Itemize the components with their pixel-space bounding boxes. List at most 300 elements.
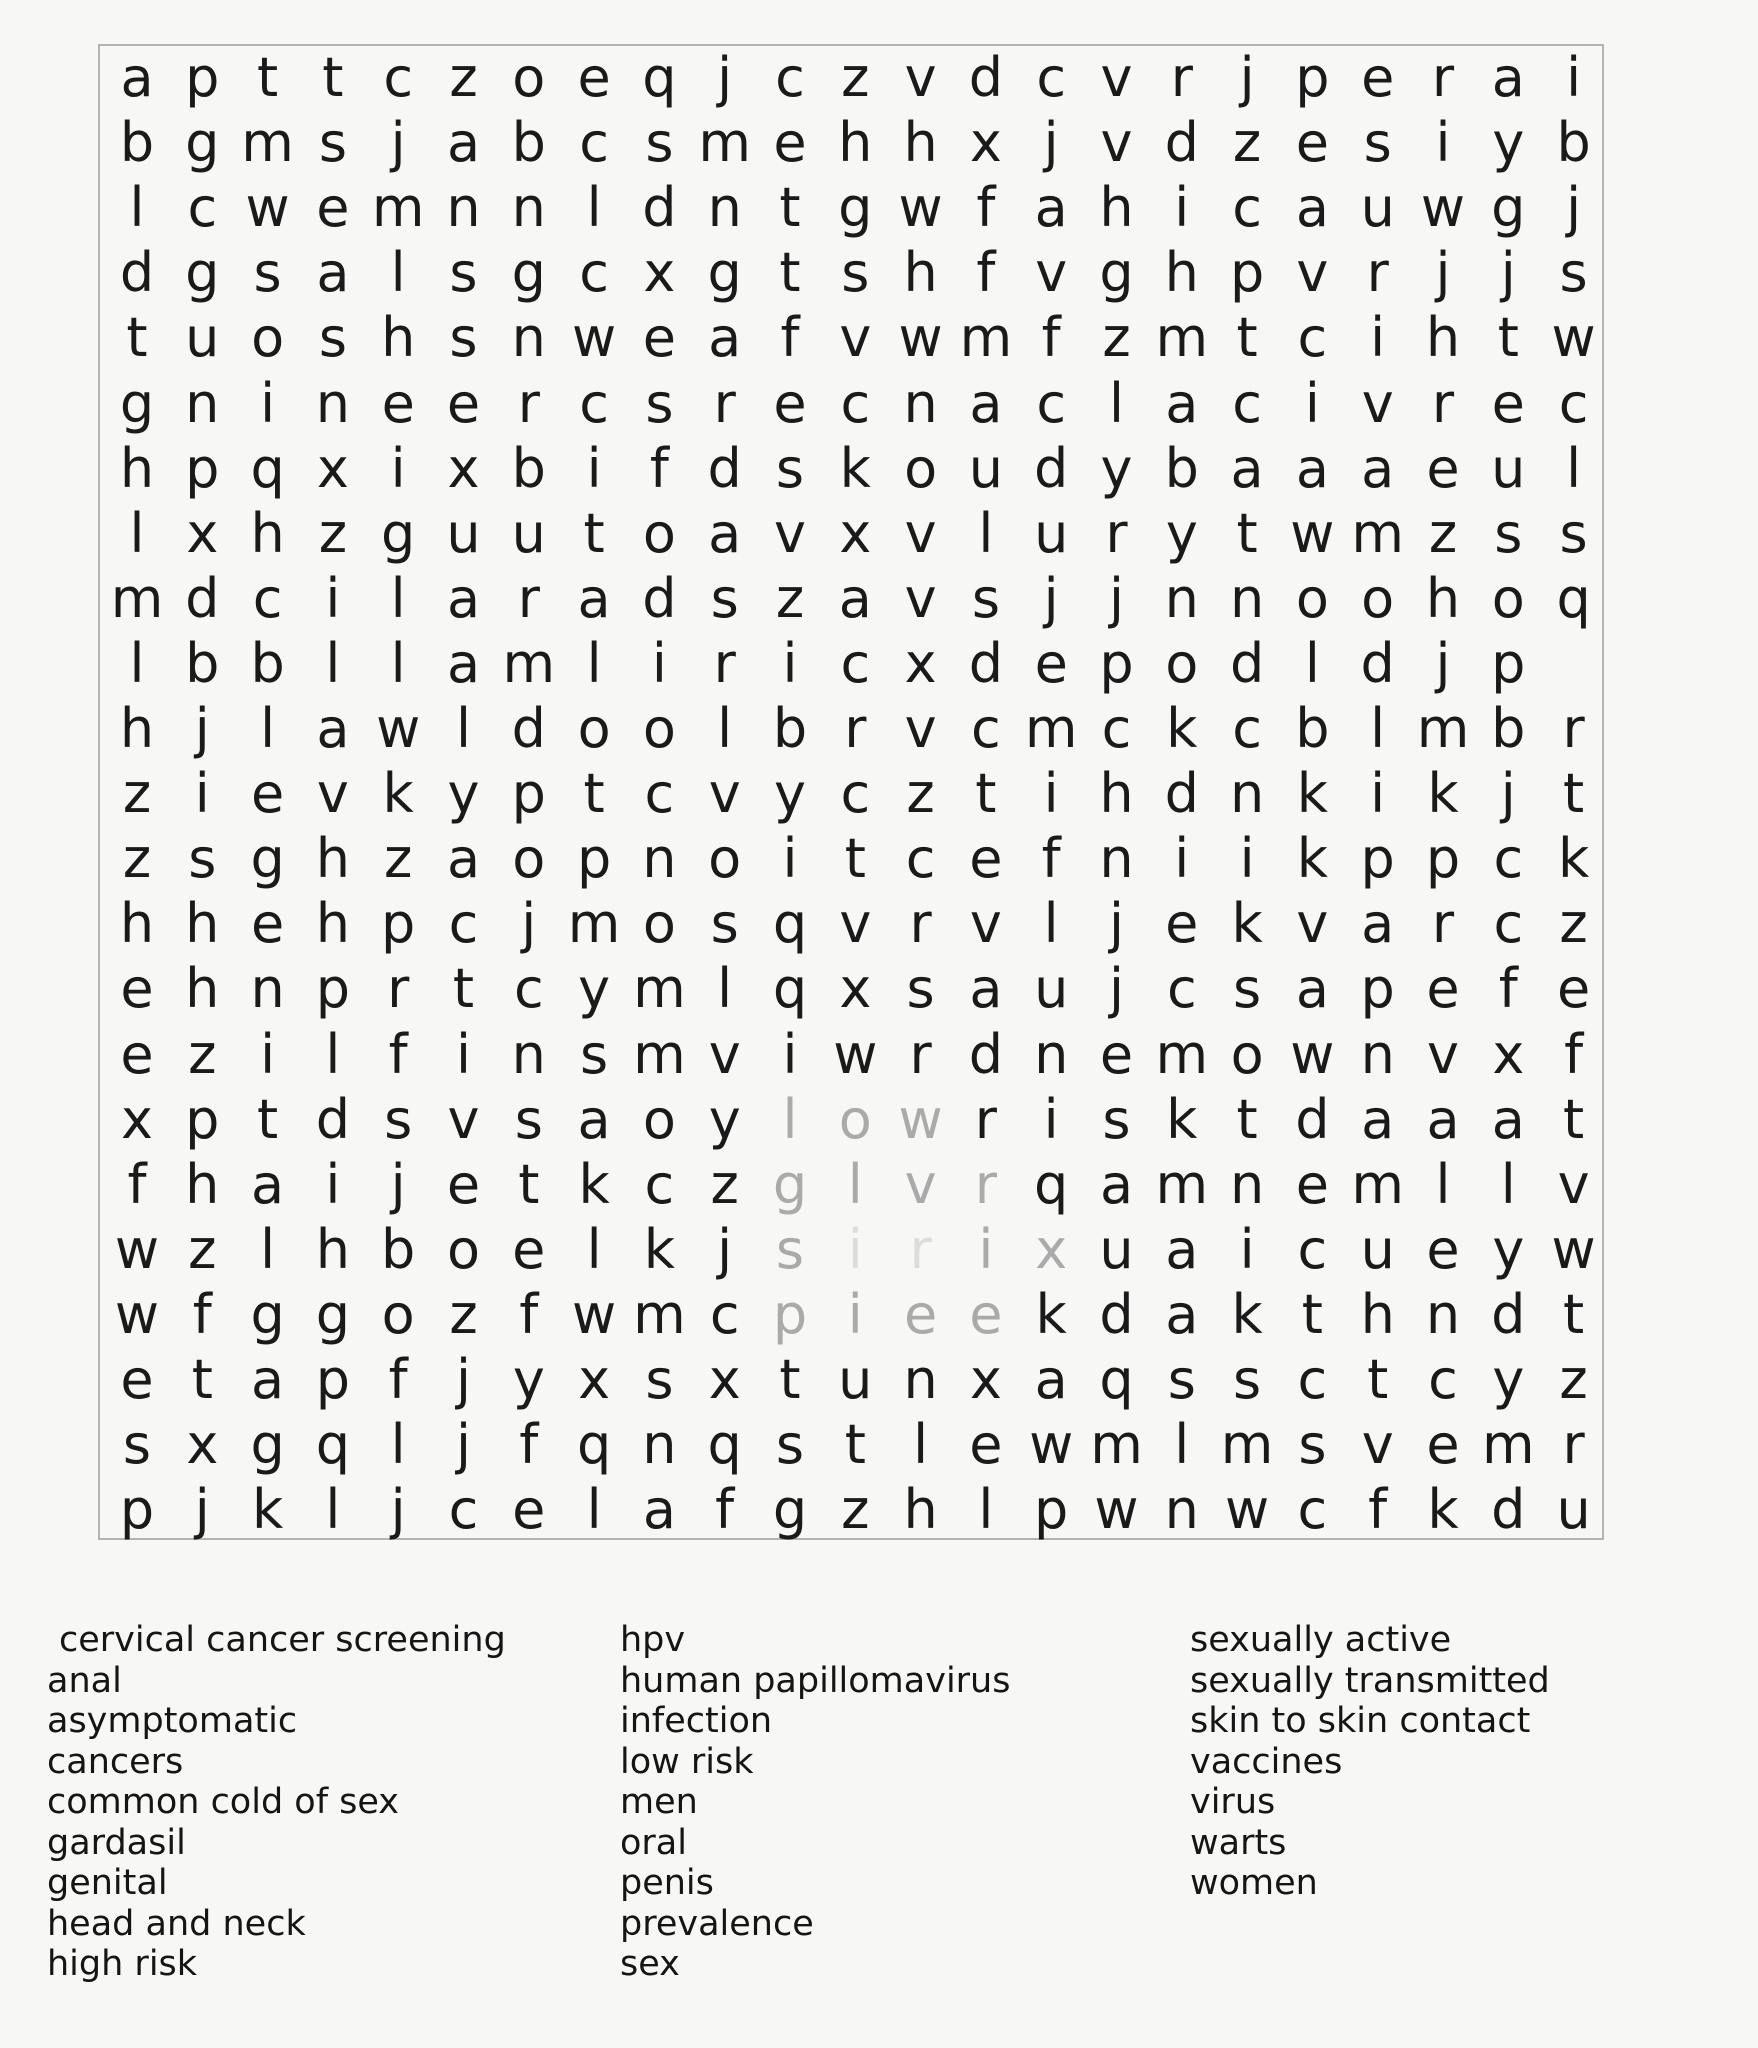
grid-cell[interactable]: c — [840, 631, 871, 695]
grid-cell[interactable]: s — [841, 241, 870, 305]
grid-cell[interactable]: r — [387, 957, 410, 1021]
grid-cell[interactable]: a — [1034, 1348, 1068, 1411]
grid-cell[interactable]: u — [1034, 957, 1069, 1021]
grid-cell[interactable]: k — [839, 436, 871, 500]
grid-cell[interactable]: b — [1295, 697, 1330, 760]
grid-cell[interactable]: p — [315, 957, 351, 1021]
grid-cell[interactable]: r — [1366, 241, 1389, 305]
grid-cell[interactable]: w — [572, 1282, 617, 1346]
grid-cell[interactable]: l — [1435, 1152, 1451, 1216]
grid-cell[interactable]: w — [898, 1087, 943, 1151]
grid-cell[interactable]: o — [1491, 566, 1525, 630]
grid-cell[interactable]: s — [645, 371, 674, 435]
grid-cell[interactable]: i — [390, 436, 406, 500]
grid-cell[interactable]: v — [1557, 1152, 1590, 1216]
grid-cell[interactable]: l — [1370, 697, 1386, 760]
grid-cell[interactable]: m — [567, 892, 621, 956]
grid-cell[interactable]: x — [839, 957, 872, 1021]
grid-cell[interactable]: b — [381, 1217, 416, 1281]
grid-cell[interactable]: n — [315, 371, 350, 435]
grid-cell[interactable]: v — [1361, 1413, 1394, 1477]
grid-cell[interactable]: c — [448, 892, 479, 956]
grid-cell[interactable]: o — [708, 827, 742, 891]
grid-cell[interactable]: x — [708, 1348, 741, 1411]
grid-cell[interactable]: l — [586, 1478, 602, 1542]
grid-cell[interactable]: k — [1231, 892, 1263, 956]
grid-cell[interactable]: c — [1493, 827, 1524, 891]
grid-cell[interactable]: v — [447, 1087, 480, 1151]
grid-cell[interactable]: e — [969, 1413, 1003, 1477]
grid-cell[interactable]: m — [1090, 1413, 1143, 1477]
grid-cell[interactable]: t — [779, 176, 801, 240]
grid-cell[interactable]: l — [390, 241, 406, 305]
grid-cell[interactable]: i — [586, 436, 602, 500]
grid-cell[interactable]: p — [772, 1282, 808, 1346]
grid-cell[interactable]: c — [1166, 957, 1197, 1021]
grid-cell[interactable]: v — [904, 1152, 937, 1216]
grid-cell[interactable]: y — [708, 1087, 741, 1151]
grid-cell[interactable]: u — [1491, 436, 1526, 500]
grid-cell[interactable]: k — [578, 1152, 610, 1216]
grid-cell[interactable]: y — [1492, 1217, 1525, 1281]
grid-cell[interactable]: z — [122, 762, 152, 826]
grid-cell[interactable]: l — [1500, 1152, 1516, 1216]
grid-cell[interactable]: h — [315, 892, 350, 956]
grid-cell[interactable]: f — [780, 306, 800, 370]
grid-cell[interactable]: e — [1295, 111, 1329, 175]
grid-cell[interactable]: s — [906, 957, 935, 1021]
grid-cell[interactable]: f — [1368, 1478, 1388, 1542]
grid-cell[interactable]: z — [1559, 892, 1588, 956]
grid-cell[interactable]: r — [1562, 1413, 1585, 1477]
grid-cell[interactable]: u — [185, 306, 220, 370]
grid-cell[interactable]: v — [708, 762, 741, 826]
grid-cell[interactable]: e — [1034, 631, 1068, 695]
grid-cell[interactable]: c — [1232, 697, 1262, 760]
grid-cell[interactable]: u — [511, 501, 546, 565]
grid-cell[interactable]: o — [577, 697, 611, 760]
grid-cell[interactable]: n — [1164, 566, 1199, 630]
grid-cell[interactable]: p — [1099, 631, 1134, 695]
grid-cell[interactable]: l — [1043, 892, 1059, 956]
grid-cell[interactable]: q — [1034, 1152, 1069, 1216]
grid-cell[interactable]: p — [185, 46, 220, 109]
grid-cell[interactable]: r — [1170, 46, 1193, 109]
grid-cell[interactable]: y — [447, 762, 480, 826]
grid-cell[interactable]: m — [633, 957, 686, 1021]
grid-cell[interactable]: k — [1166, 1087, 1198, 1151]
grid-cell[interactable]: n — [903, 371, 938, 435]
grid-cell[interactable]: e — [120, 957, 154, 1021]
grid-cell[interactable]: s — [710, 566, 739, 630]
grid-cell[interactable]: a — [316, 241, 350, 305]
grid-cell[interactable]: k — [1166, 697, 1198, 760]
grid-cell[interactable]: h — [381, 306, 416, 370]
grid-cell[interactable]: a — [1491, 46, 1525, 109]
grid-cell[interactable]: p — [511, 762, 546, 826]
grid-cell[interactable]: s — [645, 1348, 674, 1411]
grid-cell[interactable]: d — [1360, 631, 1395, 695]
grid-cell[interactable]: s — [1494, 501, 1523, 565]
grid-cell[interactable]: x — [1035, 1217, 1068, 1281]
grid-cell[interactable]: z — [188, 1022, 217, 1086]
grid-cell[interactable]: c — [905, 827, 936, 891]
grid-cell[interactable]: m — [1155, 1152, 1209, 1216]
grid-cell[interactable]: j — [1108, 566, 1124, 630]
grid-cell[interactable]: x — [447, 436, 480, 500]
grid-cell[interactable]: h — [1425, 566, 1461, 630]
grid-cell[interactable]: s — [775, 1217, 805, 1281]
grid-cell[interactable]: p — [1229, 241, 1265, 305]
grid-cell[interactable]: i — [1174, 176, 1190, 240]
grid-cell[interactable]: a — [1230, 436, 1264, 500]
grid-cell[interactable]: c — [383, 46, 414, 109]
grid-cell[interactable]: n — [511, 176, 546, 240]
grid-cell[interactable]: z — [449, 46, 478, 109]
grid-cell[interactable]: e — [1426, 1413, 1460, 1477]
grid-cell[interactable]: p — [119, 1478, 155, 1542]
grid-cell[interactable]: t — [779, 241, 801, 305]
grid-cell[interactable]: l — [325, 1478, 341, 1542]
grid-cell[interactable]: u — [446, 501, 481, 565]
grid-cell[interactable]: c — [840, 762, 871, 826]
grid-cell[interactable]: o — [512, 827, 546, 891]
grid-cell[interactable]: h — [185, 957, 220, 1021]
grid-cell[interactable]: b — [511, 436, 546, 500]
grid-cell[interactable]: r — [1562, 697, 1585, 760]
grid-cell[interactable]: v — [316, 762, 349, 826]
grid-cell[interactable]: a — [708, 501, 742, 565]
grid-cell[interactable]: l — [455, 697, 471, 760]
grid-cell[interactable]: f — [127, 1152, 147, 1216]
grid-cell[interactable]: q — [250, 436, 285, 500]
grid-cell[interactable]: i — [782, 631, 798, 695]
grid-cell[interactable]: p — [1425, 827, 1461, 891]
grid-cell[interactable]: l — [978, 501, 994, 565]
grid-cell[interactable]: h — [185, 892, 220, 956]
grid-cell[interactable]: a — [969, 371, 1003, 435]
grid-cell[interactable]: v — [1296, 892, 1329, 956]
grid-cell[interactable]: m — [1155, 1022, 1209, 1086]
grid-cell[interactable]: t — [1236, 1087, 1258, 1151]
grid-cell[interactable]: q — [576, 1413, 612, 1477]
grid-cell[interactable]: d — [707, 436, 742, 500]
grid-cell[interactable]: m — [110, 566, 164, 630]
grid-cell[interactable]: t — [1367, 1348, 1389, 1411]
grid-cell[interactable]: o — [512, 46, 546, 109]
grid-cell[interactable]: j — [390, 111, 406, 175]
grid-cell[interactable]: q — [707, 1413, 742, 1477]
grid-cell[interactable]: s — [1363, 111, 1392, 175]
grid-cell[interactable]: h — [1425, 306, 1461, 370]
grid-cell[interactable]: x — [839, 501, 872, 565]
grid-cell[interactable]: a — [446, 631, 481, 695]
grid-cell[interactable]: c — [1493, 892, 1524, 956]
grid-cell[interactable]: d — [185, 566, 220, 630]
grid-cell[interactable]: s — [580, 1022, 609, 1086]
grid-cell[interactable]: q — [772, 892, 808, 956]
grid-cell[interactable]: v — [904, 46, 937, 109]
grid-cell[interactable]: n — [1229, 762, 1265, 826]
grid-cell[interactable]: i — [1370, 306, 1386, 370]
grid-cell[interactable]: i — [782, 827, 798, 891]
grid-cell[interactable]: w — [114, 1217, 160, 1281]
grid-cell[interactable]: g — [772, 1478, 808, 1542]
grid-cell[interactable]: s — [1559, 241, 1588, 305]
grid-cell[interactable]: r — [1431, 371, 1455, 435]
grid-cell[interactable]: u — [838, 1348, 873, 1411]
grid-cell[interactable]: i — [1370, 762, 1386, 826]
grid-cell[interactable]: u — [1360, 1217, 1395, 1281]
grid-cell[interactable]: g — [1099, 241, 1134, 305]
grid-cell[interactable]: m — [1155, 306, 1209, 370]
grid-cell[interactable]: y — [1492, 111, 1525, 175]
grid-cell[interactable]: d — [315, 1087, 351, 1151]
grid-cell[interactable]: z — [710, 1152, 739, 1216]
grid-cell[interactable]: c — [187, 176, 218, 240]
grid-cell[interactable]: s — [1298, 1413, 1327, 1477]
grid-cell[interactable]: p — [185, 1087, 220, 1151]
grid-cell[interactable]: v — [904, 501, 937, 565]
grid-cell[interactable]: o — [381, 1282, 415, 1346]
grid-cell[interactable]: a — [577, 566, 611, 630]
grid-cell[interactable]: n — [1360, 1022, 1395, 1086]
grid-cell[interactable]: r — [517, 371, 540, 435]
grid-cell[interactable]: b — [511, 111, 546, 175]
grid-cell[interactable]: k — [1427, 1478, 1459, 1542]
grid-cell[interactable]: z — [1559, 1348, 1588, 1411]
grid-cell[interactable]: a — [251, 1348, 285, 1411]
grid-cell[interactable]: s — [318, 306, 347, 370]
grid-cell[interactable]: p — [1360, 957, 1395, 1021]
grid-cell[interactable]: l — [325, 1022, 341, 1086]
grid-cell[interactable]: a — [708, 306, 742, 370]
grid-cell[interactable]: o — [251, 306, 285, 370]
grid-cell[interactable]: i — [1304, 371, 1320, 435]
grid-cell[interactable]: o — [1295, 566, 1329, 630]
grid-cell[interactable]: b — [1164, 436, 1199, 500]
grid-cell[interactable]: x — [578, 1348, 611, 1411]
grid-cell[interactable]: i — [651, 631, 667, 695]
grid-cell[interactable]: f — [519, 1413, 539, 1477]
grid-cell[interactable]: u — [1034, 501, 1069, 565]
grid-cell[interactable]: a — [1295, 957, 1329, 1021]
grid-cell[interactable]: w — [376, 697, 421, 760]
grid-cell[interactable]: t — [126, 306, 148, 370]
grid-cell[interactable]: i — [260, 371, 276, 435]
grid-cell[interactable]: q — [315, 1413, 351, 1477]
grid-cell[interactable]: f — [1041, 306, 1061, 370]
grid-cell[interactable]: c — [709, 1282, 740, 1346]
grid-cell[interactable]: j — [1566, 176, 1582, 240]
grid-cell[interactable]: s — [449, 306, 478, 370]
grid-cell[interactable]: z — [1102, 306, 1131, 370]
grid-cell[interactable]: z — [384, 827, 413, 891]
grid-cell[interactable]: c — [1297, 1217, 1328, 1281]
grid-cell[interactable]: c — [1036, 46, 1067, 109]
grid-cell[interactable]: r — [713, 631, 736, 695]
grid-cell[interactable]: p — [1295, 46, 1330, 109]
grid-cell[interactable]: z — [841, 1478, 870, 1542]
grid-cell[interactable]: a — [316, 697, 350, 760]
grid-cell[interactable]: s — [775, 1413, 805, 1477]
grid-cell[interactable]: z — [775, 566, 805, 630]
grid-cell[interactable]: c — [1232, 371, 1262, 435]
grid-cell[interactable]: v — [904, 566, 937, 630]
grid-cell[interactable]: u — [1556, 1478, 1591, 1542]
grid-cell[interactable]: w — [572, 306, 617, 370]
grid-cell[interactable]: h — [315, 827, 350, 891]
grid-cell[interactable]: l — [390, 566, 406, 630]
grid-cell[interactable]: d — [1164, 762, 1199, 826]
grid-cell[interactable]: e — [1556, 957, 1591, 1021]
grid-cell[interactable]: o — [642, 1087, 676, 1151]
grid-cell[interactable]: s — [188, 827, 217, 891]
grid-cell[interactable]: m — [698, 111, 751, 175]
grid-cell[interactable]: x — [643, 241, 676, 305]
grid-cell[interactable]: x — [316, 436, 349, 500]
grid-cell[interactable]: m — [1351, 1152, 1404, 1216]
grid-cell[interactable]: k — [1427, 762, 1459, 826]
grid-cell[interactable]: l — [390, 631, 406, 695]
grid-cell[interactable]: w — [1290, 1022, 1335, 1086]
grid-cell[interactable]: v — [839, 306, 872, 370]
grid-cell[interactable]: p — [185, 436, 220, 500]
grid-cell[interactable]: b — [185, 631, 220, 695]
grid-cell[interactable]: d — [511, 697, 546, 760]
grid-cell[interactable]: g — [381, 501, 416, 565]
grid-cell[interactable]: f — [1498, 957, 1518, 1021]
grid-cell[interactable]: h — [1099, 762, 1134, 826]
grid-cell[interactable]: p — [1360, 827, 1395, 891]
grid-cell[interactable]: n — [1034, 1022, 1069, 1086]
grid-cell[interactable]: a — [838, 566, 872, 630]
grid-cell[interactable]: v — [1296, 241, 1329, 305]
grid-cell[interactable]: w — [1551, 1217, 1596, 1281]
grid-cell[interactable]: l — [1174, 1413, 1190, 1477]
grid-cell[interactable]: k — [643, 1217, 676, 1281]
grid-cell[interactable]: a — [1295, 176, 1329, 240]
grid-cell[interactable]: l — [1108, 371, 1124, 435]
grid-cell[interactable]: a — [969, 957, 1003, 1021]
grid-cell[interactable]: n — [511, 306, 546, 370]
grid-cell[interactable]: c — [644, 762, 675, 826]
grid-cell[interactable]: n — [446, 176, 481, 240]
grid-cell[interactable]: d — [1164, 111, 1199, 175]
grid-cell[interactable]: v — [1100, 46, 1133, 109]
grid-cell[interactable]: e — [773, 371, 807, 435]
grid-cell[interactable]: j — [194, 1478, 210, 1542]
grid-cell[interactable]: a — [446, 566, 481, 630]
grid-cell[interactable]: k — [1296, 827, 1329, 891]
grid-cell[interactable]: x — [969, 1348, 1002, 1411]
grid-cell[interactable]: e — [1491, 371, 1525, 435]
grid-cell[interactable]: w — [833, 1022, 878, 1086]
grid-cell[interactable]: r — [517, 566, 540, 630]
grid-cell[interactable]: v — [969, 892, 1002, 956]
grid-cell[interactable]: g — [838, 176, 873, 240]
grid-cell[interactable]: a — [1099, 1152, 1134, 1216]
grid-cell[interactable]: g — [250, 1413, 285, 1477]
grid-cell[interactable]: f — [1041, 827, 1061, 891]
grid-cell[interactable]: q — [1099, 1348, 1134, 1411]
grid-cell[interactable]: t — [1236, 501, 1258, 565]
grid-cell[interactable]: y — [1492, 1348, 1525, 1411]
grid-cell[interactable]: k — [1035, 1282, 1067, 1346]
grid-cell[interactable]: c — [1101, 697, 1132, 760]
grid-cell[interactable]: d — [1295, 1087, 1330, 1151]
grid-cell[interactable]: r — [974, 1152, 997, 1216]
grid-cell[interactable]: s — [971, 566, 1000, 630]
grid-cell[interactable]: a — [1426, 1087, 1460, 1151]
grid-cell[interactable]: s — [514, 1087, 543, 1151]
grid-cell[interactable]: s — [1102, 1087, 1131, 1151]
grid-cell[interactable]: i — [194, 762, 210, 826]
grid-cell[interactable]: w — [114, 1282, 160, 1346]
grid-cell[interactable]: l — [978, 1478, 994, 1542]
grid-cell[interactable]: i — [1239, 1217, 1255, 1281]
grid-cell[interactable]: i — [978, 1217, 994, 1281]
grid-cell[interactable]: s — [384, 1087, 413, 1151]
grid-cell[interactable]: a — [1361, 436, 1395, 500]
grid-cell[interactable]: v — [904, 697, 937, 760]
grid-cell[interactable]: n — [1164, 1478, 1199, 1542]
grid-cell[interactable]: e — [1426, 1217, 1460, 1281]
grid-cell[interactable]: w — [898, 306, 943, 370]
grid-cell[interactable]: d — [1491, 1478, 1526, 1542]
grid-cell[interactable]: t — [191, 1348, 213, 1411]
grid-cell[interactable]: l — [260, 697, 276, 760]
grid-cell[interactable]: l — [129, 501, 145, 565]
grid-cell[interactable]: n — [903, 1348, 938, 1411]
grid-cell[interactable]: i — [455, 1022, 471, 1086]
grid-cell[interactable]: h — [903, 241, 938, 305]
grid-cell[interactable]: j — [1435, 631, 1451, 695]
grid-cell[interactable]: r — [1105, 501, 1128, 565]
grid-cell[interactable]: z — [318, 501, 348, 565]
grid-cell[interactable]: c — [1297, 1348, 1328, 1411]
grid-cell[interactable]: o — [838, 1087, 872, 1151]
grid-cell[interactable]: w — [1225, 1478, 1270, 1542]
grid-cell[interactable]: j — [1435, 241, 1451, 305]
grid-cell[interactable]: b — [1556, 111, 1591, 175]
grid-cell[interactable]: d — [1034, 436, 1069, 500]
grid-cell[interactable]: v — [1100, 111, 1133, 175]
grid-cell[interactable]: j — [1500, 762, 1516, 826]
grid-cell[interactable]: s — [122, 1413, 152, 1477]
grid-cell[interactable]: n — [642, 827, 677, 891]
grid-cell[interactable]: l — [1304, 631, 1320, 695]
grid-cell[interactable]: o — [642, 697, 676, 760]
grid-cell[interactable]: j — [717, 1217, 733, 1281]
grid-cell[interactable]: u — [968, 436, 1003, 500]
grid-cell[interactable]: p — [576, 827, 612, 891]
grid-cell[interactable]: l — [586, 631, 602, 695]
grid-cell[interactable]: j — [390, 1478, 406, 1542]
grid-cell[interactable]: c — [1558, 371, 1589, 435]
grid-cell[interactable]: l — [782, 1087, 798, 1151]
grid-cell[interactable]: q — [772, 957, 808, 1021]
grid-cell[interactable]: t — [1563, 1087, 1585, 1151]
grid-cell[interactable]: j — [717, 46, 733, 109]
grid-cell[interactable]: m — [1351, 501, 1404, 565]
grid-cell[interactable]: i — [1239, 827, 1255, 891]
grid-cell[interactable]: a — [446, 827, 481, 891]
grid-cell[interactable]: e — [381, 371, 415, 435]
grid-cell[interactable]: e — [903, 1282, 938, 1346]
grid-cell[interactable]: h — [119, 697, 155, 760]
grid-cell[interactable]: a — [1295, 436, 1329, 500]
